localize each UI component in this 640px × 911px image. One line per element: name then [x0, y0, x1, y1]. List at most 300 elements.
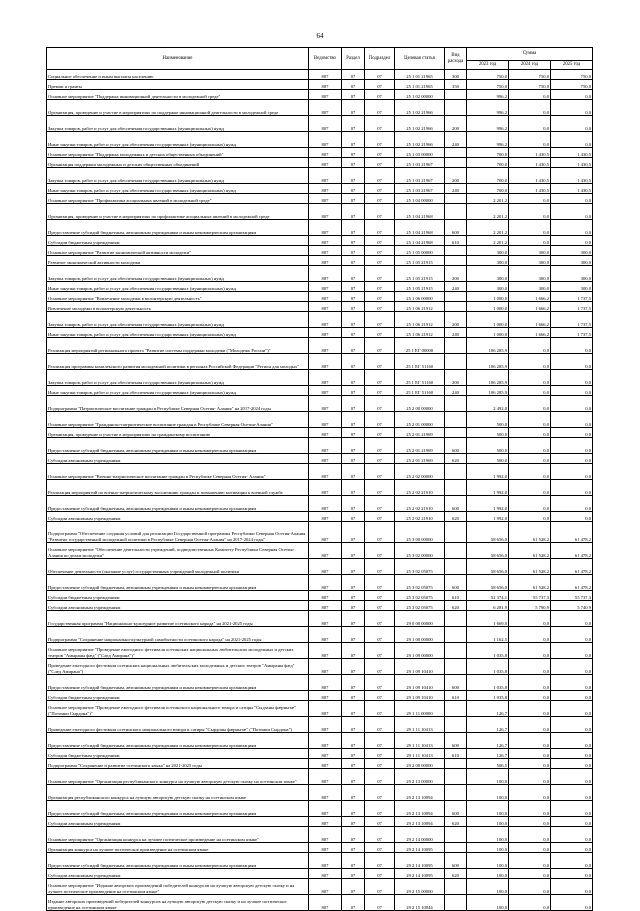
row-sum-2023: 700,0: [467, 148, 509, 158]
table-row: [47, 246, 593, 256]
row-sum-2023: 700,0: [467, 184, 509, 194]
row-expense-type: [445, 480, 467, 496]
table-row: [47, 90, 593, 100]
row-section: 07: [342, 464, 365, 480]
row-subsection: 07: [365, 194, 395, 204]
row-target: 25 1 05 21915: [395, 282, 445, 292]
table-row: [47, 132, 593, 148]
row-target: 29 2 13 10094: [395, 801, 445, 817]
row-target: 25 1 01 21965: [395, 70, 445, 80]
row-subsection: 07: [365, 827, 395, 843]
row-name: Реализация программы комплексного развития молодежной политики в регионах Российской Федерации "Регион для молодых": [47, 354, 309, 370]
row-subsection: 07: [365, 338, 395, 354]
row-target: 25 1 EГ 00000: [395, 338, 445, 354]
row-section: 07: [342, 80, 365, 90]
row-sum-2023: 58 656,0: [467, 543, 509, 559]
row-sum-2023: 300,0: [467, 246, 509, 256]
row-sum-2023: 506,5: [467, 759, 509, 769]
row-target: 25 1 EГ 51160: [395, 370, 445, 386]
row-sum-2023: 1 035,8: [467, 643, 509, 659]
row-target: 29 0 00 00000: [395, 611, 445, 627]
row-expense-type: 240: [445, 132, 467, 148]
table-row: [47, 266, 593, 282]
row-target: 29 2 14 00000: [395, 827, 445, 843]
row-sum-2023: 126,7: [467, 701, 509, 717]
row-sum-2024: 0,0: [509, 438, 551, 454]
row-sum-2025: 1 737,5: [551, 312, 593, 328]
row-expense-type: 600: [445, 220, 467, 236]
row-ministry: 807: [309, 184, 342, 194]
row-subsection: 07: [365, 100, 395, 116]
row-expense-type: [445, 659, 467, 675]
row-sum-2025: 1 430,5: [551, 184, 593, 194]
row-target: 25 1 EГ 51160: [395, 354, 445, 370]
row-sum-2025: 0,0: [551, 701, 593, 717]
table-row: [47, 843, 593, 853]
row-sum-2024: 0,0: [509, 194, 551, 204]
table-row: [47, 785, 593, 801]
row-target: 25 1 01 21965: [395, 80, 445, 90]
row-section: 07: [342, 749, 365, 759]
row-sum-2024: 0,0: [509, 717, 551, 733]
table-row: [47, 194, 593, 204]
row-sum-2023: 52 374,1: [467, 591, 509, 601]
table-row: [47, 396, 593, 412]
header-target: Целевая статья: [395, 48, 445, 70]
row-name: Основное мероприятие "Организация республиканского конкурса на лучшую авторскую детскую сказку на осетинском языке": [47, 769, 309, 785]
row-name: Организация, проведение и участие в мероприятиях по профилактике асоциальных явлений в молодежной среде: [47, 204, 309, 220]
row-name: Подпрограмма "Сохранение национально-культурной самобытности осетинского народа" на 2021-2025 годы: [47, 627, 309, 643]
row-sum-2025: 55 737,3: [551, 591, 593, 601]
row-sum-2023: 1 992,0: [467, 496, 509, 512]
table-row: [47, 204, 593, 220]
row-target: 29 2 00 00000: [395, 759, 445, 769]
row-subsection: 07: [365, 292, 395, 302]
row-ministry: 807: [309, 611, 342, 627]
table-row: [47, 116, 593, 132]
row-expense-type: 300: [445, 70, 467, 80]
row-expense-type: [445, 701, 467, 717]
row-subsection: 07: [365, 749, 395, 759]
row-sum-2023: 1 035,8: [467, 675, 509, 691]
table-row: [47, 591, 593, 601]
row-name: Иные закупки товаров, работ и услуг для обеспечения государственных (муниципальных) нужд: [47, 328, 309, 338]
row-target: 25 2 01 00000: [395, 412, 445, 428]
row-sum-2023: 1 000,0: [467, 292, 509, 302]
row-ministry: 807: [309, 116, 342, 132]
row-expense-type: [445, 412, 467, 428]
row-sum-2024: 0,0: [509, 90, 551, 100]
row-sum-2025: 0,0: [551, 480, 593, 496]
row-sum-2024: 61 528,2: [509, 559, 551, 575]
row-sum-2025: 0,0: [551, 100, 593, 116]
row-name: Предоставление субсидий бюджетным, автономным учреждениям и иным некоммерческим организациям: [47, 496, 309, 512]
row-subsection: 07: [365, 879, 395, 895]
table-row: [47, 312, 593, 328]
row-expense-type: [445, 611, 467, 627]
row-ministry: 807: [309, 328, 342, 338]
row-name: Субсидии автономным учреждениям: [47, 512, 309, 522]
row-sum-2025: 0,0: [551, 643, 593, 659]
row-sum-2025: 750,0: [551, 70, 593, 80]
row-subsection: 07: [365, 853, 395, 869]
row-subsection: 07: [365, 158, 395, 168]
row-subsection: 07: [365, 759, 395, 769]
row-ministry: 807: [309, 132, 342, 148]
row-ministry: 807: [309, 256, 342, 266]
row-target: 25 1 02 00000: [395, 90, 445, 100]
row-expense-type: [445, 543, 467, 559]
row-target: 25 1 03 21967: [395, 168, 445, 184]
row-subsection: 07: [365, 80, 395, 90]
row-target: 25 1 04 00000: [395, 194, 445, 204]
row-sum-2023: 1 035,8: [467, 691, 509, 701]
row-subsection: 07: [365, 895, 395, 911]
row-sum-2023: 300,0: [467, 282, 509, 292]
row-expense-type: [445, 100, 467, 116]
row-expense-type: [445, 90, 467, 100]
row-name: Предоставление субсидий бюджетным, автономным учреждениям и иным некоммерческим организациям: [47, 438, 309, 454]
table-row: [47, 282, 593, 292]
row-target: 29 2 14 10095: [395, 869, 445, 879]
row-section: 07: [342, 312, 365, 328]
row-sum-2024: 0,0: [509, 759, 551, 769]
row-subsection: 07: [365, 717, 395, 733]
row-subsection: 07: [365, 543, 395, 559]
row-sum-2025: 0,0: [551, 220, 593, 236]
table-row: [47, 801, 593, 817]
row-name: Основное мероприятие "Издание авторских произведений победителей конкурсов на лучшую авторскую детскую сказку и на лучшее поэтическое произведение на осетинском языке": [47, 879, 309, 895]
row-expense-type: [445, 464, 467, 480]
row-name: Основное мероприятие "Гражданско-патриотическое воспитание граждан в Республике Северная Осетия-Алания": [47, 412, 309, 428]
table-row: [47, 575, 593, 591]
row-sum-2023: 100,0: [467, 801, 509, 817]
row-name: Премии и гранты: [47, 80, 309, 90]
row-name: Основное мероприятие "Проведение ежегодного фестиваля осетинских национальных любительских молодежных и детских театров "Амыраны фæд" ("След Амирана")": [47, 643, 309, 659]
row-section: 07: [342, 338, 365, 354]
row-expense-type: [445, 627, 467, 643]
table-row: [47, 292, 593, 302]
row-expense-type: [445, 148, 467, 158]
row-subsection: 07: [365, 480, 395, 496]
row-expense-type: [445, 769, 467, 785]
row-sum-2025: 0,0: [551, 338, 593, 354]
row-ministry: 807: [309, 895, 342, 911]
row-target: 25 1 05 00000: [395, 246, 445, 256]
row-section: 07: [342, 438, 365, 454]
row-sum-2023: 750,0: [467, 80, 509, 90]
row-section: 07: [342, 801, 365, 817]
row-target: 25 3 02 05075: [395, 601, 445, 611]
row-sum-2025: 0,0: [551, 428, 593, 438]
row-name: Основное мероприятие "Проведение ежегодного фестиваля осетинского национального юмора и сатиры "Сыдзаны фæрнытæ" ("Потомки Сырдона")": [47, 701, 309, 717]
row-expense-type: 200: [445, 312, 467, 328]
row-sum-2023: 2 201,2: [467, 194, 509, 204]
row-expense-type: [445, 246, 467, 256]
row-name: Основное мероприятие "Профилактика асоциальных явлений в молодежной среде": [47, 194, 309, 204]
row-sum-2025: 0,0: [551, 843, 593, 853]
row-subsection: 07: [365, 591, 395, 601]
row-name: Иные закупки товаров, работ и услуг для обеспечения государственных (муниципальных) нужд: [47, 282, 309, 292]
row-sum-2024: 0,0: [509, 412, 551, 428]
row-ministry: 807: [309, 312, 342, 328]
row-sum-2025: 0,0: [551, 412, 593, 428]
row-expense-type: [445, 643, 467, 659]
table-row: [47, 168, 593, 184]
row-name: Субсидии бюджетным учреждениям: [47, 691, 309, 701]
row-ministry: 807: [309, 454, 342, 464]
row-name: Основное мероприятие "Обеспечение деятельности учреждений, подведомственных Комитету Республики Северная Осетия-Алания по делам молодежи": [47, 543, 309, 559]
row-ministry: 807: [309, 749, 342, 759]
row-ministry: 807: [309, 827, 342, 843]
row-sum-2023: 996,2: [467, 132, 509, 148]
row-sum-2024: 0,0: [509, 512, 551, 522]
row-sum-2025: 0,0: [551, 817, 593, 827]
row-sum-2025: 0,0: [551, 512, 593, 522]
row-expense-type: 240: [445, 184, 467, 194]
row-section: 07: [342, 90, 365, 100]
table-row: [47, 701, 593, 717]
row-subsection: 07: [365, 90, 395, 100]
row-sum-2025: 0,0: [551, 496, 593, 512]
row-section: 07: [342, 627, 365, 643]
row-subsection: 07: [365, 412, 395, 428]
row-sum-2023: 1 992,0: [467, 480, 509, 496]
row-sum-2023: 100,0: [467, 869, 509, 879]
row-name: Организация республиканского конкурса на лучшую авторскую детскую сказку на осетинском языке: [47, 785, 309, 801]
row-sum-2023: 100,0: [467, 853, 509, 869]
row-expense-type: [445, 785, 467, 801]
row-sum-2025: 0,0: [551, 116, 593, 132]
row-sum-2023: 106 285,9: [467, 370, 509, 386]
row-ministry: 807: [309, 70, 342, 80]
row-target: 25 1 06 21912: [395, 302, 445, 312]
row-section: 07: [342, 512, 365, 522]
row-subsection: 07: [365, 522, 395, 543]
row-ministry: 807: [309, 428, 342, 438]
row-subsection: 07: [365, 869, 395, 879]
row-ministry: 807: [309, 100, 342, 116]
row-sum-2025: 5 740,9: [551, 601, 593, 611]
row-subsection: 07: [365, 246, 395, 256]
row-expense-type: 620: [445, 817, 467, 827]
row-sum-2023: 996,2: [467, 116, 509, 132]
row-target: 29 1 11 10413: [395, 717, 445, 733]
row-ministry: 807: [309, 354, 342, 370]
row-name: Субсидии автономным учреждениям: [47, 601, 309, 611]
row-target: 29 1 09 00000: [395, 643, 445, 659]
row-name: Субсидии автономным учреждениям: [47, 817, 309, 827]
row-sum-2025: 1 737,5: [551, 292, 593, 302]
row-sum-2023: 106 285,9: [467, 386, 509, 396]
table-row: [47, 428, 593, 438]
row-expense-type: 600: [445, 675, 467, 691]
row-section: 07: [342, 70, 365, 80]
row-section: 07: [342, 601, 365, 611]
row-sum-2023: 58 656,0: [467, 559, 509, 575]
header-year: 2023 год: [467, 61, 509, 70]
row-sum-2025: 750,0: [551, 80, 593, 90]
row-expense-type: [445, 428, 467, 438]
header-expense-type: Вид расхода: [445, 48, 467, 70]
row-subsection: 07: [365, 396, 395, 412]
row-section: 07: [342, 591, 365, 601]
row-subsection: 07: [365, 659, 395, 675]
row-sum-2024: 5 790,9: [509, 601, 551, 611]
table-row: [47, 454, 593, 464]
row-target: 25 2 01 21969: [395, 438, 445, 454]
row-ministry: 807: [309, 769, 342, 785]
row-sum-2023: 2 201,2: [467, 236, 509, 246]
row-section: 07: [342, 895, 365, 911]
row-sum-2023: 1 669,0: [467, 611, 509, 627]
row-ministry: 807: [309, 204, 342, 220]
row-ministry: 807: [309, 659, 342, 675]
row-name: Реализация мероприятий по военно-патриотическому воспитанию граждан и повышению мотивации к военной службе: [47, 480, 309, 496]
row-ministry: 807: [309, 194, 342, 204]
table-row: [47, 220, 593, 236]
row-section: 07: [342, 282, 365, 292]
row-name: Закупка товаров, работ и услуг для обеспечения государственных (муниципальных) нужд: [47, 266, 309, 282]
row-sum-2023: 1 992,0: [467, 512, 509, 522]
row-subsection: 07: [365, 428, 395, 438]
row-section: 07: [342, 246, 365, 256]
row-expense-type: 600: [445, 575, 467, 591]
row-name: Иные закупки товаров, работ и услуг для обеспечения государственных (муниципальных) нужд: [47, 386, 309, 396]
row-expense-type: [445, 559, 467, 575]
row-sum-2023: 100,0: [467, 817, 509, 827]
row-sum-2024: 0,0: [509, 691, 551, 701]
table-row: [47, 236, 593, 246]
row-expense-type: 600: [445, 801, 467, 817]
row-sum-2023: 106 285,9: [467, 338, 509, 354]
row-subsection: 07: [365, 386, 395, 396]
row-expense-type: 200: [445, 266, 467, 282]
row-section: 07: [342, 733, 365, 749]
row-ministry: 807: [309, 158, 342, 168]
table-row: [47, 148, 593, 158]
row-sum-2024: 1 666,2: [509, 328, 551, 338]
row-sum-2024: 0,0: [509, 659, 551, 675]
row-section: 07: [342, 302, 365, 312]
row-ministry: 807: [309, 386, 342, 396]
row-target: 25 1 02 21966: [395, 100, 445, 116]
row-target: 29 1 09 10410: [395, 675, 445, 691]
row-sum-2024: 61 528,2: [509, 522, 551, 543]
row-expense-type: 600: [445, 496, 467, 512]
row-section: 07: [342, 168, 365, 184]
row-ministry: 807: [309, 869, 342, 879]
row-sum-2024: 0,0: [509, 338, 551, 354]
row-section: 07: [342, 879, 365, 895]
table-row: [47, 601, 593, 611]
row-sum-2025: 0,0: [551, 853, 593, 869]
row-subsection: 07: [365, 496, 395, 512]
row-target: 25 2 02 21910: [395, 512, 445, 522]
row-name: Основное мероприятие "Поддержка инновационной деятельности в молодежной среде": [47, 90, 309, 100]
row-sum-2023: 100,0: [467, 895, 509, 911]
table-row: [47, 256, 593, 266]
row-name: Субсидии автономным учреждениям: [47, 869, 309, 879]
row-section: 07: [342, 194, 365, 204]
row-target: 25 1 02 21966: [395, 116, 445, 132]
row-sum-2024: 0,0: [509, 370, 551, 386]
row-expense-type: [445, 302, 467, 312]
row-sum-2024: 61 528,2: [509, 543, 551, 559]
row-name: Организация, проведение и участие в мероприятиях по поддержке инновационной деятельности в молодежной среде: [47, 100, 309, 116]
row-name: Субсидии бюджетным учреждениям: [47, 749, 309, 759]
row-sum-2025: 61 478,2: [551, 543, 593, 559]
row-name: Субсидии бюджетным учреждениям: [47, 591, 309, 601]
row-name: Государственная программа "Национально-культурное развитие осетинского народа" на 2021-2025 годы: [47, 611, 309, 627]
row-name: Основное мероприятие "Организация конкурса на лучшее поэтическое произведение на осетинском языке": [47, 827, 309, 843]
row-ministry: 807: [309, 543, 342, 559]
row-section: 07: [342, 717, 365, 733]
row-ministry: 807: [309, 80, 342, 90]
row-section: 07: [342, 853, 365, 869]
row-sum-2024: 0,0: [509, 749, 551, 759]
row-section: 07: [342, 100, 365, 116]
row-name: Предоставление субсидий бюджетным, автономным учреждениям и иным некоммерческим организациям: [47, 853, 309, 869]
row-section: 07: [342, 428, 365, 438]
row-sum-2025: 300,0: [551, 256, 593, 266]
table-row: [47, 817, 593, 827]
row-sum-2024: 0,0: [509, 843, 551, 853]
row-target: 29 2 13 00000: [395, 769, 445, 785]
budget-table: [46, 47, 593, 911]
row-ministry: 807: [309, 148, 342, 158]
row-sum-2025: 1 737,5: [551, 328, 593, 338]
row-expense-type: 200: [445, 116, 467, 132]
row-subsection: 07: [365, 236, 395, 246]
header-section: Раздел: [342, 48, 365, 70]
row-target: 25 1 02 21966: [395, 132, 445, 148]
table-row: [47, 328, 593, 338]
row-subsection: 07: [365, 148, 395, 158]
row-subsection: 07: [365, 512, 395, 522]
row-name: Предоставление субсидий бюджетным, автономным учреждениям и иным некоммерческим организациям: [47, 220, 309, 236]
row-sum-2025: 0,0: [551, 675, 593, 691]
row-name: Предоставление субсидий бюджетным, автономным учреждениям и иным некоммерческим организациям: [47, 575, 309, 591]
row-ministry: 807: [309, 559, 342, 575]
row-section: 07: [342, 480, 365, 496]
row-sum-2024: 0,0: [509, 853, 551, 869]
row-target: 25 2 01 21969: [395, 454, 445, 464]
table-row: [47, 827, 593, 843]
row-section: 07: [342, 759, 365, 769]
row-sum-2025: 0,0: [551, 464, 593, 480]
row-sum-2024: 0,0: [509, 895, 551, 911]
row-subsection: 07: [365, 643, 395, 659]
row-section: 07: [342, 386, 365, 396]
row-sum-2025: 0,0: [551, 769, 593, 785]
row-name: Подпрограмма "Обеспечение создания условий для реализации Государственной программы Республики Северная Осетия-Алания "Развитие государственной молодежной политики в Республике Северная Осетия-Алания" на 2017-2024 годы": [47, 522, 309, 543]
row-section: 07: [342, 116, 365, 132]
row-subsection: 07: [365, 801, 395, 817]
row-ministry: 807: [309, 691, 342, 701]
table-row: [47, 464, 593, 480]
table-row: [47, 611, 593, 627]
row-target: 25 1 03 21967: [395, 158, 445, 168]
row-target: 25 3 02 05075: [395, 591, 445, 601]
row-ministry: 807: [309, 236, 342, 246]
row-ministry: 807: [309, 464, 342, 480]
row-sum-2023: 300,0: [467, 266, 509, 282]
row-ministry: 807: [309, 733, 342, 749]
row-sum-2025: 0,0: [551, 801, 593, 817]
row-sum-2023: 750,0: [467, 70, 509, 80]
row-sum-2023: 126,7: [467, 717, 509, 733]
